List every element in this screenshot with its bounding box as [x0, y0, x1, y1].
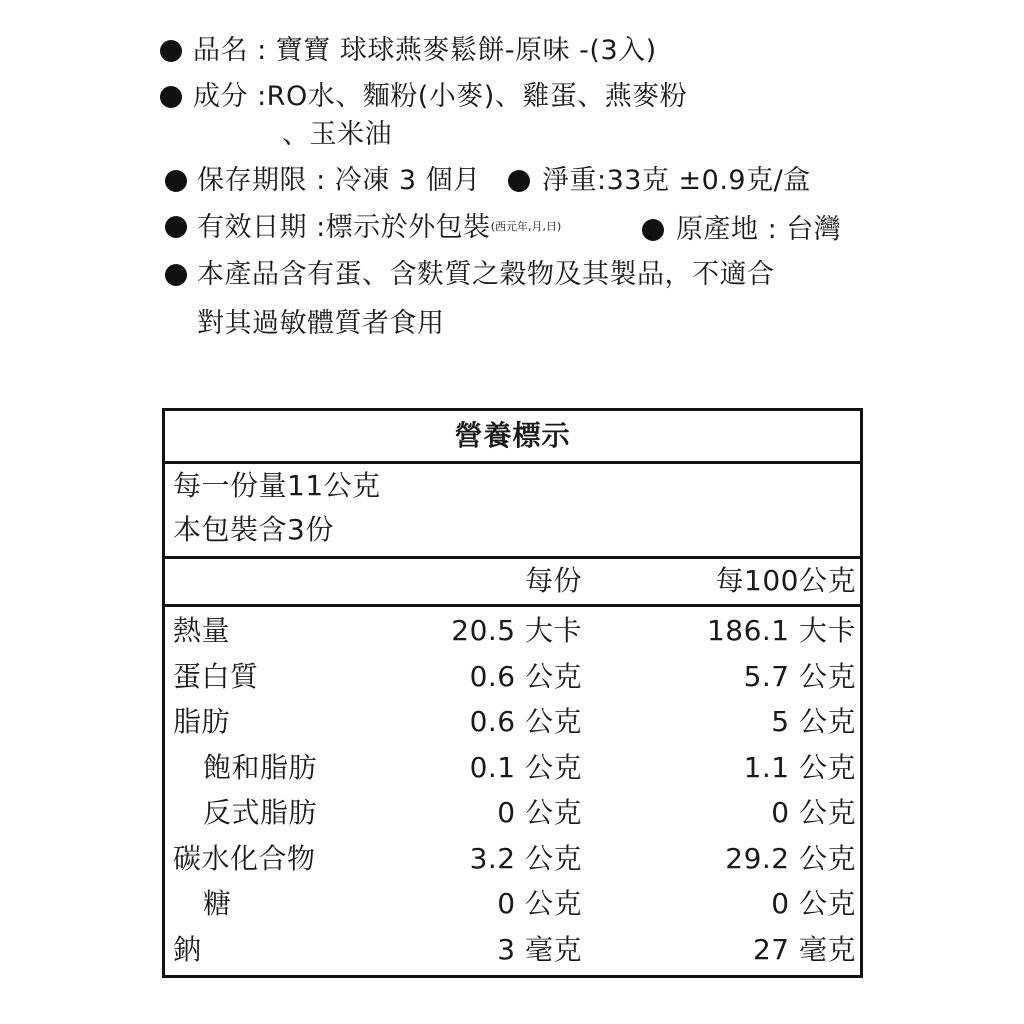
- nutrient-per-100g: 27 毫克: [752, 933, 856, 966]
- nutrient-per-serving: 0.1 公克: [469, 751, 582, 784]
- nutrient-label: 碳水化合物: [173, 842, 316, 875]
- bullet-icon: [165, 216, 187, 238]
- column-header-per-100g: 每100公克: [715, 564, 856, 597]
- nutrient-label: 反式脂肪: [203, 796, 318, 829]
- nutrient-per-serving: 0.6 公克: [469, 660, 582, 693]
- ingredients-line-1: 成分 :RO水、麵粉(小麥)、雞蛋、燕麥粉: [193, 81, 688, 112]
- ingredients-line-2: 、玉米油: [282, 119, 392, 150]
- bullet-icon: [160, 86, 182, 108]
- nutrient-per-100g: 0 公克: [771, 887, 856, 920]
- nutrient-label: 蛋白質: [173, 660, 259, 693]
- product-name: 品名 : 寶寶 球球燕麥鬆餅-原味 -(3入): [193, 35, 657, 66]
- bullet-icon: [160, 40, 182, 62]
- bullet-icon: [642, 219, 664, 241]
- servings-per-package: 本包裝含3份: [173, 513, 334, 546]
- nutrient-label: 糖: [203, 887, 232, 920]
- nutrition-title: 營養標示: [454, 419, 571, 452]
- nutrient-per-serving: 0 公克: [497, 796, 582, 829]
- nutrient-label: 熱量: [173, 614, 231, 647]
- expiry-label: 有效日期 :標示於外包裝: [197, 212, 491, 243]
- nutrient-per-serving: 0.6 公克: [469, 705, 582, 738]
- nutrient-per-100g: 1.1 公克: [743, 751, 856, 784]
- allergen-line-2: 對其過敏體質者食用: [197, 308, 445, 339]
- nutrient-label: 鈉: [173, 933, 202, 966]
- nutrient-per-serving: 20.5 大卡: [451, 614, 582, 647]
- shelf-life: 保存期限 : 冷凍 3 個月: [197, 165, 481, 196]
- nutrient-per-serving: 0 公克: [497, 887, 582, 920]
- bullet-icon: [508, 170, 530, 192]
- allergen-line-1: 本產品含有蛋、含麩質之穀物及其製品，不適合: [197, 259, 775, 290]
- column-header-per-serving: 每份: [524, 564, 582, 597]
- nutrient-per-serving: 3.2 公克: [469, 842, 582, 875]
- nutrient-per-100g: 5.7 公克: [743, 660, 856, 693]
- net-weight: 淨重:33克 ±0.9克/盒: [542, 165, 811, 196]
- bullet-icon: [165, 170, 187, 192]
- divider: [165, 604, 860, 607]
- serving-size: 每一份量11公克: [173, 469, 381, 502]
- nutrient-per-100g: 5 公克: [771, 705, 856, 738]
- expiry-date: [197, 211, 561, 244]
- nutrient-label: 飽和脂肪: [203, 751, 318, 784]
- origin: 原產地 : 台灣: [676, 214, 842, 245]
- nutrient-per-serving: 3 毫克: [497, 933, 582, 966]
- nutrient-label: 脂肪: [173, 705, 231, 738]
- nutrient-per-100g: 0 公克: [771, 796, 856, 829]
- nutrient-per-100g: 186.1 大卡: [706, 614, 856, 647]
- nutrition-table: [162, 408, 863, 978]
- expiry-note: (西元年,月,日): [490, 220, 562, 233]
- nutrient-per-100g: 29.2 公克: [725, 842, 856, 875]
- bullet-icon: [165, 264, 187, 286]
